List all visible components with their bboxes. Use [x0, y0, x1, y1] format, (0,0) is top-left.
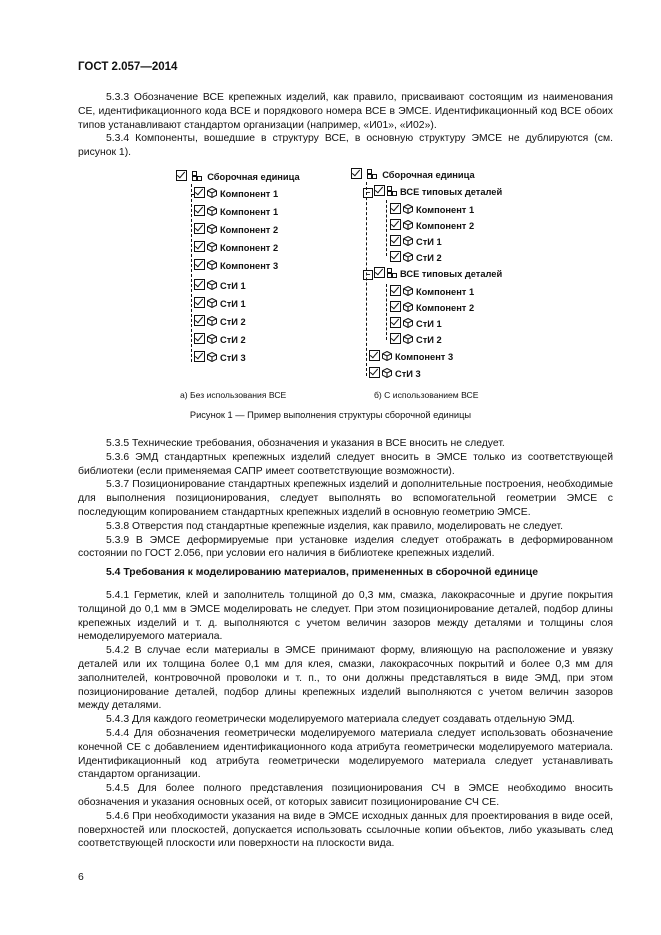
tree-root-label: Сборочная единица: [207, 172, 300, 182]
text-block-2: [78, 437, 613, 561]
tree-root-label: Сборочная единица: [382, 170, 475, 180]
checkbox-icon: [374, 185, 385, 196]
tree-item: [194, 187, 278, 201]
part-icon: [382, 368, 392, 378]
checkbox-icon: [194, 241, 205, 252]
tree-root-right: [351, 168, 475, 182]
part-icon: [207, 260, 217, 270]
part-icon: [403, 252, 413, 262]
checkbox-icon: [369, 367, 380, 378]
tree-item: [194, 279, 246, 293]
tree-item: [194, 241, 278, 255]
document-header: ГОСТ 2.057—2014: [78, 61, 178, 73]
part-icon: [207, 334, 217, 344]
tree-item-label: Компонент 1: [220, 207, 279, 217]
tree-item: [194, 259, 278, 273]
checkbox-icon: [194, 351, 205, 362]
figure-title: Рисунок 1 — Пример выполнения структуры сборочной единицы: [189, 410, 472, 420]
tree-item-label: СтИ 3: [220, 353, 246, 363]
tree-group: [363, 185, 502, 199]
tree-item-label: Компонент 2: [416, 303, 475, 313]
tree-item-label: СтИ 2: [220, 335, 246, 345]
checkbox-icon: [194, 315, 205, 326]
tree-item: [194, 297, 246, 311]
tree-root-left: [176, 170, 300, 184]
assembly-icon: [367, 169, 377, 179]
tree-item: [194, 223, 278, 237]
tree-group: [363, 267, 502, 281]
tree-item: [194, 315, 246, 329]
paragraph-5-4-4: 5.4.4 Для обозначения геометрически моделируемого материала следует использовать обозначение конечной СЕ с добавлением идентификационного кода атрибута геометрически моделируемого материала. Идентификационный код атрибута геометрически моделируемого материала следует устанавливать стандартом организации.: [78, 727, 613, 781]
part-icon: [207, 206, 217, 216]
structure-tree-right: [351, 168, 551, 388]
part-icon: [403, 318, 413, 328]
structure-tree-left: [176, 170, 326, 370]
assembly-icon: [387, 268, 397, 278]
tree-item: [390, 219, 474, 233]
part-icon: [207, 280, 217, 290]
part-icon: [382, 351, 392, 361]
checkbox-icon: [390, 285, 401, 296]
tree-item: [390, 285, 474, 299]
tree-group-label: ВСЕ типовых деталей: [400, 187, 503, 197]
figure-caption-a: а) Без использования ВСЕ: [180, 390, 287, 400]
paragraph-5-3-3: 5.3.3 Обозначение ВСЕ крепежных изделий, как правило, присваивают состоящим из наименования СЕ, идентификационного кода ВСЕ и порядкового номера ВСЕ в ЭМСЕ. Идентификационный код ВСЕ обоих типов устанавливают стандартом организации (например, «И01», «И02»).: [78, 92, 613, 131]
checkbox-icon: [194, 259, 205, 270]
paragraph-5-4-2: 5.4.2 В случае если материалы в ЭМСЕ принимают форму, влияющую на расположение и увязку деталей или их толщина более 0,1 мм для клея, смазки, лакокрасочных покрытий и более 0,3 мм для заполнителей, контровочной проволоки и т. п., то они должны представляться в виде ЭМД, при этом позиционирование деталей, подбор длины крепежных изделий выполняются с учетом величин зазоров между деталями.: [78, 645, 613, 712]
checkbox-icon: [194, 297, 205, 308]
tree-item-label: Компонент 2: [220, 225, 279, 235]
tree-item-label: СтИ 1: [220, 281, 246, 291]
tree-item-label: СтИ 2: [416, 335, 442, 345]
paragraph-5-3-9: 5.3.9 В ЭМСЕ деформируемые при установке изделия следует отображать в деформированном состоянии по ГОСТ 2.056, при условии его наличия в библиотеке крепежных изделий.: [78, 534, 613, 560]
text-block-3: [78, 589, 613, 851]
collapse-icon: −: [363, 188, 373, 198]
tree-item-label: Компонент 3: [395, 352, 454, 362]
paragraph-5-3-6: 5.3.6 ЭМД стандартных крепежных изделий следует вносить в ЭМСЕ только из соответствующей библиотеки (если применяемая САПР имеет соответствующие возможности).: [78, 451, 613, 477]
part-icon: [207, 224, 217, 234]
tree-item: [194, 333, 246, 347]
section-title: 5.4 Требования к моделированию материалов, примененных в сборочной единице: [106, 567, 538, 578]
tree-item: [369, 367, 421, 381]
tree-item: [390, 251, 442, 265]
checkbox-icon: [369, 350, 380, 361]
tree-item: [390, 317, 442, 331]
checkbox-icon: [390, 219, 401, 230]
paragraph-5-4-5: 5.4.5 Для более полного представления позиционирования СЧ в ЭМСЕ необходимо вносить обозначения и указания основных осей, от которых зависит позиционирование СЧ СЕ.: [78, 783, 613, 808]
collapse-icon: −: [363, 270, 373, 280]
part-icon: [207, 188, 217, 198]
assembly-icon: [192, 171, 202, 181]
part-icon: [207, 352, 217, 362]
checkbox-icon: [374, 267, 385, 278]
tree-item-label: СтИ 2: [416, 253, 442, 263]
part-icon: [403, 220, 413, 230]
checkbox-icon: [176, 170, 187, 181]
checkbox-icon: [390, 333, 401, 344]
paragraph-5-4-1: 5.4.1 Герметик, клей и заполнитель толщиной до 0,3 мм, смазка, лакокрасочные и другие покрытия толщиной до 0,1 мм в ЭМСЕ моделировать не следует. При этом позиционирование деталей, подбор длины крепежных изделий и т. д. выполняются с учетом величин зазоров между деталями и толщины слоя немоделируемого материала.: [78, 590, 613, 643]
tree-item-label: СтИ 3: [395, 369, 421, 379]
tree-item-label: СтИ 1: [416, 319, 442, 329]
tree-item-label: Компонент 1: [416, 205, 475, 215]
tree-item: [390, 301, 474, 315]
part-icon: [403, 286, 413, 296]
tree-item: [390, 333, 442, 347]
part-icon: [403, 302, 413, 312]
checkbox-icon: [194, 223, 205, 234]
tree-item: [194, 205, 278, 219]
part-icon: [403, 204, 413, 214]
checkbox-icon: [194, 279, 205, 290]
paragraph-5-4-6: 5.4.6 При необходимости указания на виде в ЭМСЕ исходных данных для проектирования в виде осей, поверхностей или плоскостей, допускается использовать ссылочные копии объектов, либо указывать след соответствующей плоскости или поверхности на плоскости вида.: [78, 810, 613, 850]
part-icon: [403, 236, 413, 246]
checkbox-icon: [194, 333, 205, 344]
tree-item-label: Компонент 2: [416, 221, 475, 231]
page-number: 6: [78, 872, 84, 883]
tree-group-label: ВСЕ типовых деталей: [400, 269, 503, 279]
tree-item-label: Компонент 3: [220, 261, 279, 271]
checkbox-icon: [194, 187, 205, 198]
assembly-icon: [387, 186, 397, 196]
paragraph-5-3-7: 5.3.7 Позиционирование стандартных крепежных изделий и дополнительные построения, необходимые для выполнения позиционирования, следует выполнять во вспомогательной геометрии ЭМСЕ с последующим копированием стандартных крепежных изделий в основную геометрию ЭМСЕ.: [78, 479, 613, 518]
paragraph-5-4-3: 5.4.3 Для каждого геометрически моделируемого материала следует создавать отдельную ЭМД.: [106, 714, 575, 726]
tree-item-label: СтИ 1: [416, 237, 442, 247]
paragraph-5-3-8: 5.3.8 Отверстия под стандартные крепежные изделия, как правило, моделировать не следует.: [106, 520, 564, 532]
part-icon: [403, 334, 413, 344]
part-icon: [207, 316, 217, 326]
tree-item-label: СтИ 2: [220, 317, 246, 327]
figure-caption-b: б) С использованием ВСЕ: [374, 390, 479, 400]
tree-item-label: СтИ 1: [220, 299, 246, 309]
tree-item: [194, 351, 246, 365]
part-icon: [207, 242, 217, 252]
tree-item-label: Компонент 1: [416, 287, 475, 297]
paragraph-5-3-4: 5.3.4 Компоненты, вошедшие в структуру ВСЕ, в основную структуру ЭМСЕ не дублируются (см. рисунок 1).: [78, 133, 613, 159]
checkbox-icon: [390, 203, 401, 214]
part-icon: [207, 298, 217, 308]
checkbox-icon: [351, 168, 362, 179]
paragraph-5-3-5: 5.3.5 Технические требования, обозначения и указания в ВСЕ вносить не следует.: [106, 438, 505, 449]
checkbox-icon: [390, 235, 401, 246]
tree-item: [390, 235, 442, 249]
tree-item: [390, 203, 474, 217]
checkbox-icon: [390, 301, 401, 312]
tree-item-label: Компонент 2: [220, 243, 279, 253]
text-block-1: [78, 91, 613, 160]
tree-item-label: Компонент 1: [220, 189, 279, 199]
checkbox-icon: [390, 251, 401, 262]
checkbox-icon: [194, 205, 205, 216]
tree-item: [369, 350, 453, 364]
checkbox-icon: [390, 317, 401, 328]
